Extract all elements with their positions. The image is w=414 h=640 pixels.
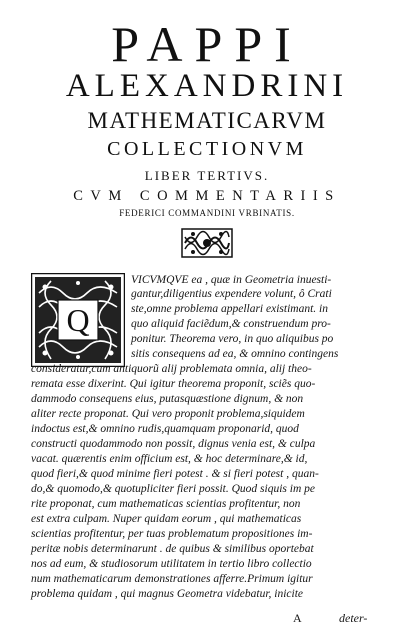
text-line: ponitur. Theorema vero, in quo aliquibus po — [131, 333, 334, 345]
text-line: consideratur,cum antiquorũ alij problemata omnia, alij theo- — [31, 363, 312, 375]
text-line: gantur,diligentius expendere volunt, ô Crati — [131, 288, 332, 300]
title-line-mathematicarum: MATHEMATICARVM — [87, 108, 327, 133]
text-line: num mathematicarum demonstrationes afferre.Primum igitur — [31, 573, 313, 585]
title-line-cum-commentariis: CVM COMMENTARIIS — [73, 188, 341, 204]
catchword: deter- — [339, 611, 368, 625]
text-line: dammodo consequens eius, putasquæstione dignum, & non — [31, 393, 304, 405]
text-line: ste,omne problema appellari existimant. in — [131, 303, 328, 315]
text-line: rite proponat, cum mathematicas scientias profitentur, non — [31, 498, 301, 510]
text-line: indoctus est,& omnino rudis,quamquam proponarid, quod — [31, 423, 299, 435]
text-line: quo aliquid faciẽdum,& construendum pro- — [131, 318, 331, 330]
ornament-icon — [181, 228, 233, 258]
text-line: quod fieri,& quod minime fieri potest . & si fieri potest , quan- — [31, 468, 319, 480]
signature-mark: A — [293, 611, 302, 625]
text-line: constructi quodammodo non possit, dignus venia est, & culpa — [31, 438, 316, 450]
text-line: nos ad eum, & studiosorum utilitatem in tertio libro collectio — [31, 558, 312, 570]
title-line-liber-tertius: LIBER TERTIVS. — [144, 168, 270, 183]
initial-letter: Q — [66, 302, 90, 338]
text-line: problema quidam , qui magnus Geometra videbatur, inicite — [31, 588, 304, 600]
title-line-alexandrini: ALEXANDRINI — [65, 68, 349, 104]
title-line-commandini: FEDERICI COMMANDINI VRBINATIS. — [119, 208, 295, 218]
text-line: est extra culpam. Nuper quidam eorum , qui mathematicas — [31, 513, 302, 525]
text-line: aliter recte proponat. Qui vero proponit problema,siquidem — [31, 408, 305, 420]
text-line: sitis consequens ad ea, & omnino contingens — [131, 348, 339, 360]
text-line: do,& quomodo,& quotupliciter fieri possit. Quod siquis im pe — [31, 483, 315, 495]
title-line-pappi: PAPPI — [111, 16, 303, 72]
text-line: VICVMQVE ea , quæ in Geometria inuesti- — [131, 274, 332, 286]
text-line: peritæ nobis determinarunt . de quibus & similibus oportebat — [31, 543, 314, 555]
text-line: vacat. quærentis enim officium est, & hoc determinare,& id, — [31, 453, 308, 465]
title-line-collectionum: COLLECTIONVM — [107, 138, 307, 160]
text-line: scientias profitentur, per tuas problematum propositiones im- — [31, 528, 313, 540]
body-text — [31, 273, 381, 603]
text-line: remata esse dixerint. Qui igitur theorema proponit, sciẽs quo- — [31, 378, 316, 390]
